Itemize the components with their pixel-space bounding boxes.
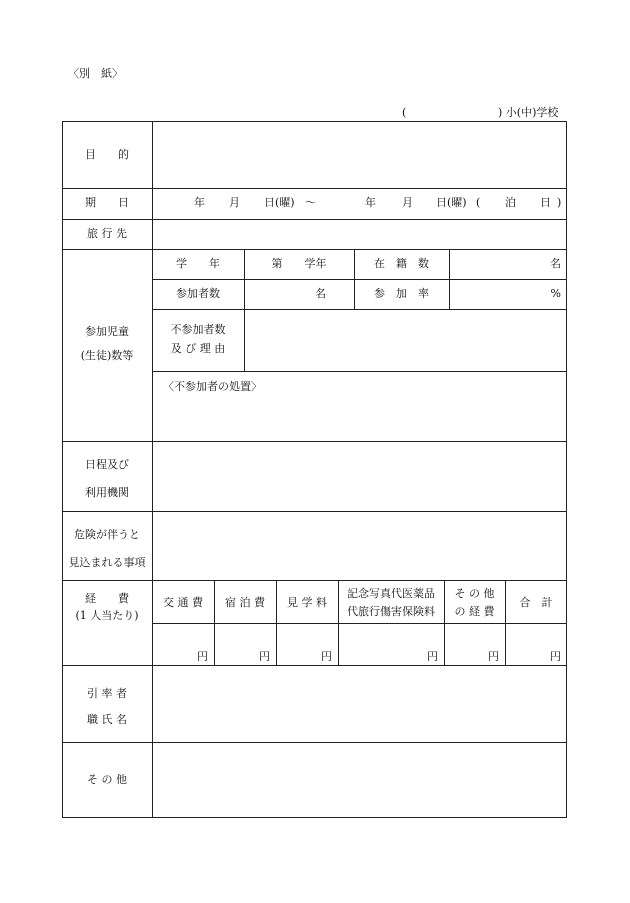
- participant-count-unit[interactable]: 名: [315, 287, 326, 300]
- period-day-1: 日(曜): [264, 196, 295, 209]
- attachment-label: 〈別 紙〉: [68, 67, 123, 80]
- cost-col-other-line1: そ の 他: [454, 587, 495, 600]
- other-label: そ の 他: [87, 773, 127, 786]
- yen-lodging[interactable]: 円: [259, 650, 270, 663]
- yen-total[interactable]: 円: [550, 650, 561, 663]
- purpose-label: 目 的: [85, 148, 129, 161]
- participant-count-label: 参加者数: [176, 287, 220, 300]
- risks-label-line2: 見込まれる事項: [68, 556, 146, 569]
- leaders-label-line1: 引 率 者: [87, 687, 127, 700]
- participants-label-line1: 参加児童: [85, 325, 129, 338]
- period-month-2: 月: [402, 196, 413, 209]
- yen-misc[interactable]: 円: [427, 650, 438, 663]
- participation-rate-unit[interactable]: %: [550, 287, 561, 300]
- school-paren-open: (: [402, 106, 407, 119]
- costs-label-line1: 経 費: [85, 592, 129, 605]
- period-paren-open: (: [476, 196, 481, 209]
- schedule-field[interactable]: [153, 442, 566, 511]
- period-days: 日: [540, 196, 551, 209]
- participation-rate-label: 参 加 率: [374, 287, 429, 300]
- period-year-1: 年: [194, 196, 205, 209]
- cost-col-other-line2: の 経 費: [454, 605, 495, 618]
- destination-field[interactable]: [153, 220, 566, 249]
- period-day-2: 日(曜): [436, 196, 467, 209]
- period-tilde: 〜: [305, 196, 316, 209]
- leaders-field[interactable]: [153, 666, 566, 742]
- purpose-field[interactable]: [153, 122, 566, 188]
- row-divider: [152, 279, 567, 280]
- row-divider: [62, 580, 567, 581]
- yen-transport[interactable]: 円: [197, 650, 208, 663]
- enrolled-unit[interactable]: 名: [550, 257, 561, 270]
- grade-value[interactable]: 第 学年: [271, 257, 327, 270]
- absent-label-line1: 不参加者数: [170, 323, 226, 336]
- leaders-label-line2: 職 氏 名: [87, 713, 127, 726]
- grade-label: 学 年: [176, 257, 220, 270]
- yen-admission[interactable]: 円: [321, 650, 332, 663]
- cost-col-total: 合 計: [519, 596, 553, 609]
- destination-label: 旅 行 先: [87, 227, 127, 240]
- other-field[interactable]: [153, 743, 566, 817]
- cost-col-lodging: 宿 泊 費: [225, 596, 265, 609]
- period-nights: 泊: [505, 196, 516, 209]
- absent-label-line2: 及 び 理 由: [170, 342, 226, 355]
- costs-label-line2: (1 人当たり): [75, 609, 139, 622]
- risks-label-line1: 危険が伴うと: [74, 528, 140, 541]
- cost-col-misc-line1: 記念写真代医薬品: [347, 587, 435, 600]
- schedule-label-line1: 日程及び: [85, 458, 129, 471]
- risks-field[interactable]: [153, 512, 566, 580]
- row-divider: [62, 249, 567, 250]
- absent-handling-field[interactable]: [153, 372, 566, 441]
- schedule-label-line2: 利用機関: [85, 486, 129, 499]
- cost-col-transport: 交 通 費: [163, 596, 203, 609]
- absent-reason-field[interactable]: [245, 310, 566, 371]
- period-month-1: 月: [229, 196, 240, 209]
- school-name-suffix: ) 小(中)学校: [498, 106, 559, 119]
- participants-label-line2: (生徒)数等: [80, 349, 134, 362]
- period-paren-close: ): [557, 196, 562, 209]
- yen-other[interactable]: 円: [488, 650, 499, 663]
- cost-col-misc-line2: 代旅行傷害保険料: [347, 605, 435, 618]
- enrolled-label: 在 籍 数: [374, 257, 429, 270]
- absent-handling-label: 〈不参加者の処置〉: [163, 380, 262, 393]
- period-label: 期 日: [85, 196, 129, 209]
- cost-col-admission: 見 学 料: [287, 596, 327, 609]
- period-year-2: 年: [365, 196, 376, 209]
